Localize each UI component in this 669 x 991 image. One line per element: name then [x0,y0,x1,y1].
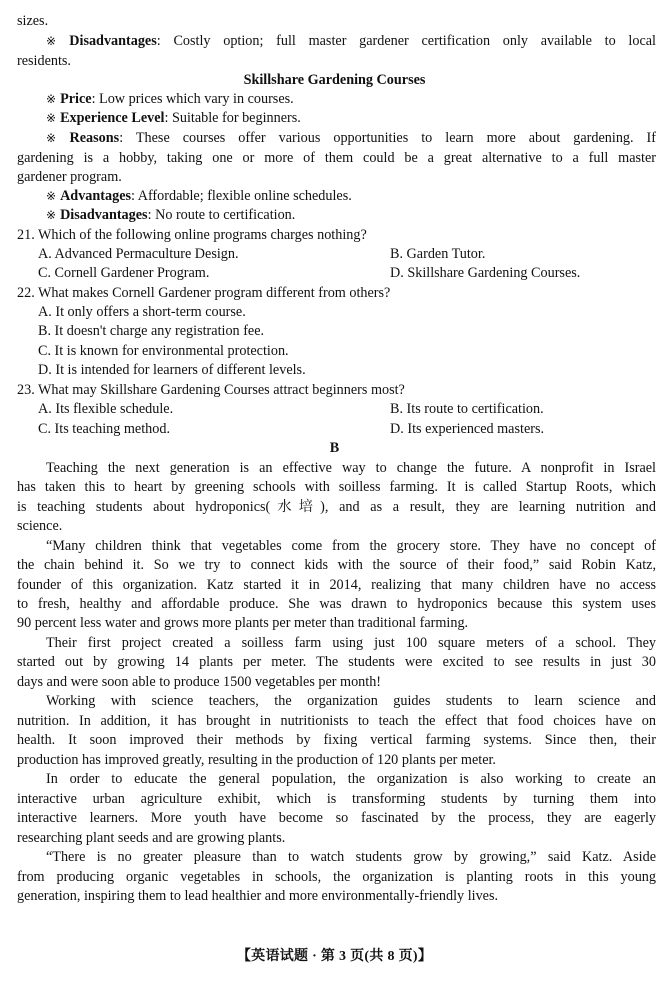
level-text: : Suitable for beginners. [164,110,301,126]
bullet-icon: ※ [46,34,66,48]
disadvantages-text: : Costly option; full master gardener certification only available to local [156,33,656,49]
disadvantages-line [46,206,295,225]
passage-line: science. [17,518,63,534]
reasons-text: : These courses offer various opportunities to learn more about gardening. If [119,130,656,146]
answer-option[interactable]: B. Its route to certification. [390,401,544,417]
reasons-line [46,129,656,148]
text-line: gardening is a hobby, taking one or more of them could be a great alternative to a full master [17,150,656,166]
section-heading: Skillshare Gardening Courses [243,72,426,88]
price-line [46,90,294,109]
passage-line: interactive urban agriculture exhibit, which is transforming students by turning them into [17,791,656,807]
bullet-icon: ※ [46,92,57,106]
passage-line: has taken this to heart by greening schools with soilless farming. It is called Startup Roots, which [17,479,656,495]
bullet-icon: ※ [46,208,57,222]
price-text: : Low prices which vary in courses. [91,91,294,107]
advantages-text: : Affordable; flexible online schedules. [131,188,352,204]
advantages-line [46,187,352,206]
passage-line: health. It soon improved their methods by fixing vertical farming systems. Since then, their [17,732,656,748]
passage-line: production has improved greatly, resulting in the production of 120 plants per meter. [17,752,496,768]
page-footer: 【英语试题 · 第 3 页(共 8 页)】 [236,949,433,964]
passage-line: 90 percent less water and grows more plants per meter than traditional farming. [17,615,469,631]
bullet-icon: ※ [46,111,57,125]
passage-line: In order to educate the general population, the organization is also working to create an [46,771,656,787]
passage-line: Their first project created a soilless farm using just 100 square meters of a school. They [46,635,656,651]
level-label: Experience Level [60,110,165,126]
text-line: sizes. [17,13,49,29]
disadvantages-label: Disadvantages [69,33,157,49]
answer-option[interactable]: D. Its experienced masters. [390,421,545,437]
answer-option[interactable]: C. Its teaching method. [38,421,170,437]
question-stem: 23. What may Skillshare Gardening Courses attract beginners most? [17,382,405,398]
answer-option[interactable]: A. Advanced Permaculture Design. [38,246,239,262]
answer-option[interactable]: C. It is known for environmental protection. [38,343,289,359]
answer-option[interactable]: A. Its flexible schedule. [38,401,174,417]
passage-line: interactive learners. More youth have become so fascinated by the process, they are eagerly [17,810,656,826]
reasons-label: Reasons [69,130,120,146]
passage-line: founder of this organization. Katz started it in 2014, realizing that many children have no access [17,577,656,593]
answer-option[interactable]: B. It doesn't charge any registration fee. [38,323,265,339]
question-stem: 21. Which of the following online programs charges nothing? [17,227,367,243]
answer-option[interactable]: D. It is intended for learners of different levels. [38,362,306,378]
passage-line: started out by growing 14 plants per meter. The students were excited to see results in just 30 [17,654,656,670]
answer-option[interactable]: B. Garden Tutor. [390,246,486,262]
price-label: Price [60,91,92,107]
passage-line: “There is no greater pleasure than to watch students grow by growing,” said Katz. Aside [46,849,656,865]
disadvantages-label: Disadvantages [60,207,148,223]
level-line [46,109,301,128]
answer-option[interactable]: C. Cornell Gardener Program. [38,265,210,281]
text-line: gardener program. [17,169,122,185]
text-line: residents. [17,53,71,69]
cornell-disadvantages-line [46,32,656,51]
passage-line: the chain behind it. So we try to connect kids with the source of their food,” said Robin Katz, [17,557,656,573]
bullet-icon: ※ [46,189,57,203]
passage-line: Working with science teachers, the organization guides students to learn science and [46,693,656,709]
passage-line: from producing organic vegetables in schools, the organization is planting roots in this young [17,869,656,885]
bullet-icon: ※ [46,131,66,145]
answer-option[interactable]: D. Skillshare Gardening Courses. [390,265,581,281]
advantages-label: Advantages [60,188,132,204]
disadvantages-text: : No route to certification. [147,207,296,223]
passage-line: days and were soon able to produce 1500 vegetables per month! [17,674,382,690]
answer-option[interactable]: A. It only offers a short-term course. [38,304,246,320]
passage-line: to fresh, healthy and affordable produce. She was drawn to hydroponics because this system uses [17,596,656,612]
passage-line: Teaching the next generation is an effective way to change the future. A nonprofit in Israel [46,460,656,476]
passage-line: generation, inspiring them to lead healthier and more environmentally-friendly lives. [17,888,499,904]
passage-label: B [329,440,340,456]
passage-line: nutrition. In addition, it has brought in nutritionists to teach the effect that food choices have on [17,713,656,729]
passage-line: researching plant seeds and are growing plants. [17,830,286,846]
passage-line: is teaching students about hydroponics(水培), and as a result, they are learning nutrition and [17,499,656,515]
question-stem: 22. What makes Cornell Gardener program different from others? [17,285,391,301]
passage-line: “Many children think that vegetables come from the grocery store. They have no concept of [46,538,656,554]
